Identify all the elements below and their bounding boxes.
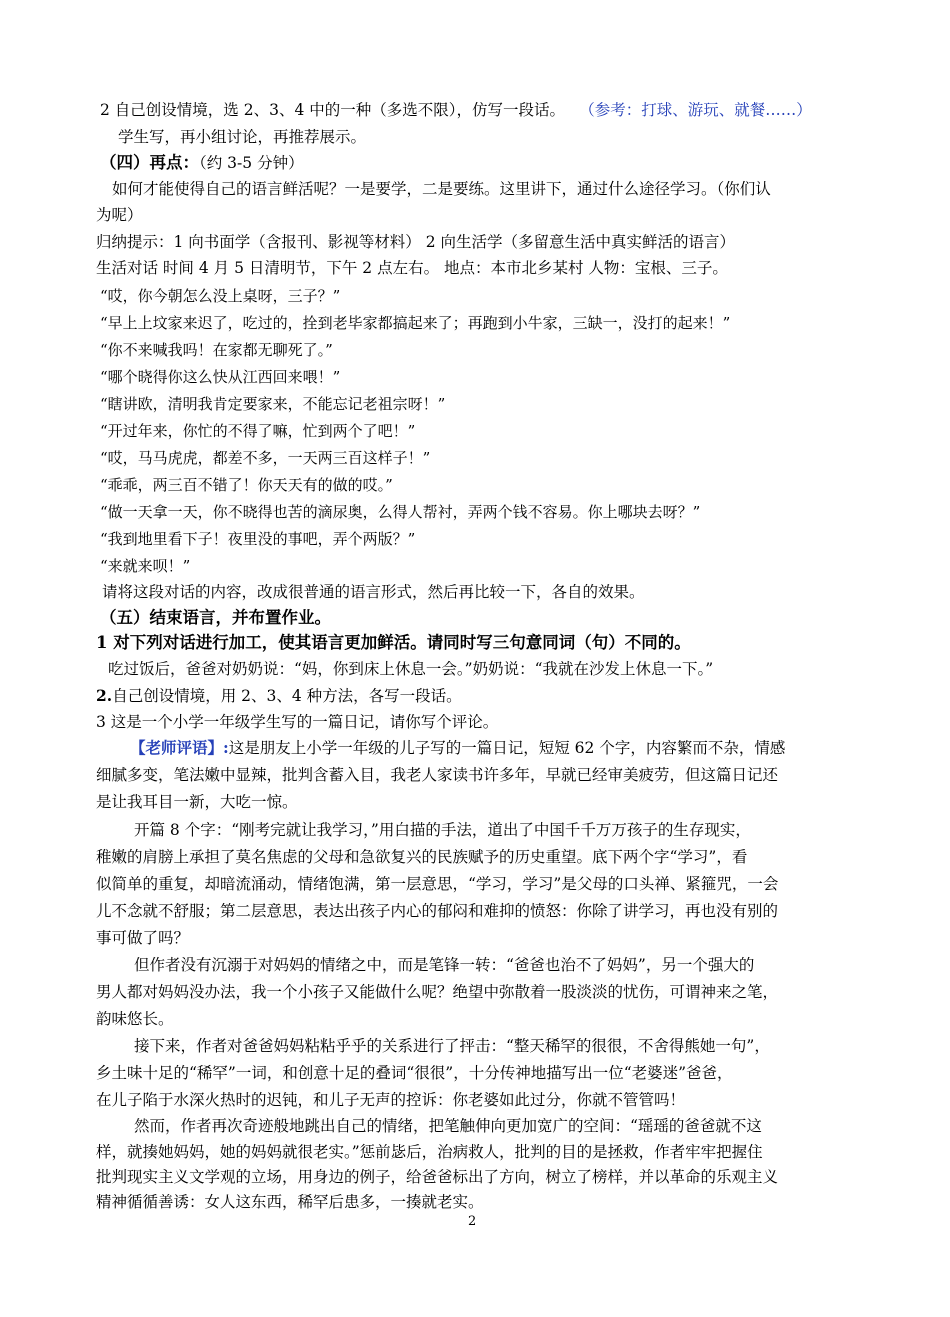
comment-text: 但作者没有沉溺于对妈妈的情绪之中，而是笔锋一转：“爸爸也治不了妈妈”，另一个强大的 <box>134 956 755 974</box>
comment-text: 样，就揍她妈妈，她的妈妈就很老实。”惩前毖后，治病救人，批判的目的是拯救，作者牢牢把握住 <box>96 1143 763 1161</box>
task-text: 2 自己创设情境，选 2、3、4 中的一种（多选不限），仿写一段话。 <box>100 101 565 119</box>
dialogue-line: “来就来呗！” <box>100 557 191 575</box>
comment-text: 稚嫩的肩膀上承担了莫名焦虑的父母和急欲复兴的民族赋予的历史重望。底下两个字“学习”，看 <box>96 848 748 866</box>
comment-text: 细腻多变，笔法嫩中显辣，批判含蓄入目，我老人家读书许多年，早就已经审美疲劳，但这篇日记还 <box>96 766 779 784</box>
comment-text: 然而，作者再次奇迹般地跳出自己的情绪，把笔触伸向更加宽广的空间：“瑶瑶的爸爸就不这 <box>134 1117 762 1135</box>
summary-hint: 归纳提示：1 向书面学（含报刊、影视等材料） 2 向生活学（多留意生活中真实鲜活的语言） <box>96 233 736 251</box>
homework-3: 3 这是一个小学一年级学生写的一篇日记，请你写个评论。 <box>96 713 499 731</box>
section-4-heading-line <box>100 153 304 173</box>
comment-text: 精神循循善诱：女人这东西，稀罕后患多，一揍就老实。 <box>96 1193 484 1211</box>
page-number: 2 <box>468 1214 477 1229</box>
question-line-2: 为呢） <box>96 206 143 224</box>
comment-text: 接下来，作者对爸爸妈妈粘粘乎乎的关系进行了抨击：“整天稀罕的很很，不舍得熊她一句”， <box>134 1037 770 1055</box>
question-line-1: 如何才能使得自己的语言鲜活呢？一是要学，二是要练。这里讲下，通过什么途径学习。（你们认 <box>112 180 771 198</box>
comment-text: 这是朋友上小学一年级的儿子写的一篇日记，短短 62 个字，内容繁而不杂，情感 <box>228 739 786 757</box>
dialogue-line: “做一天拿一天，你不晓得也苦的滴尿奥，么得人帮衬，弄两个钱不容易。你上哪块去呀？” <box>100 503 701 521</box>
homework-1: 1 对下列对话进行加工，使其语言更加鲜活。请同时写三句意同词（句）不同的。 <box>96 633 691 652</box>
comment-text: 儿不念就不舒服；第二层意思，表达出孩子内心的郁闷和难抑的愤怒：你除了讲学习，再也没有别的 <box>96 902 779 920</box>
dialogue-scene: 生活对话 时间 4 月 5 日清明节，下午 2 点左右。 地点：本市北乡某村 人物：宝根、三子。 <box>96 259 728 277</box>
comment-text: 批判现实主义文学观的立场，用身边的例子，给爸爸标出了方向，树立了榜样，并以革命的乐观主义 <box>96 1168 779 1186</box>
homework-1-example: 吃过饭后，爸爸对奶奶说：“妈，你到床上休息一会。”奶奶说：“我就在沙发上休息一下。” <box>108 660 714 678</box>
comment-text: 男人都对妈妈没办法，我一个小孩子又能做什么呢？绝望中弥散着一股淡淡的忧伤，可谓神来之笔， <box>96 983 779 1001</box>
section-4-time: （约 3-5 分钟） <box>199 154 304 172</box>
section-5-heading: （五）结束语言，并布置作业。 <box>100 608 331 627</box>
homework-2: 自己创设情境，用 2、3、4 种方法，各写一段话。 <box>112 687 462 705</box>
dialogue-line: “哎，你今朝怎么没上桌呀，三子？” <box>100 287 341 305</box>
student-activity: 学生写，再小组讨论，再推荐展示。 <box>118 128 367 146</box>
section-4-heading: （四）再点： <box>100 153 199 172</box>
comment-text: 乡土味十足的“稀罕”一词，和创意十足的叠词“很很”，十分传神地描写出一位“老婆迷”爸爸， <box>96 1064 733 1082</box>
comment-text: 在儿子陷于水深火热时的迟钝，和儿子无声的控诉：你老婆如此过分，你就不管管吗！ <box>96 1091 686 1109</box>
teacher-comment-label: 【老师评语】: <box>130 738 229 757</box>
comment-text: 似简单的重复，却暗流涌动，情绪饱满，第一层意思，“学习，学习”是父母的口头禅、紧箍咒，一会 <box>96 875 779 893</box>
dialogue-line: “你不来喊我吗！在家都无聊死了。” <box>100 341 333 359</box>
rewrite-instruction: 请将这段对话的内容，改成很普通的语言形式，然后再比较一下，各自的效果。 <box>102 583 645 601</box>
comment-text: 韵味悠长。 <box>96 1010 174 1028</box>
dialogue-line: “瞎讲欧，清明我肯定要家来，不能忘记老祖宗呀！” <box>100 395 446 413</box>
teacher-comment-first-line <box>130 738 785 758</box>
dialogue-line: “哪个晓得你这么快从江西回来喂！” <box>100 368 341 386</box>
dialogue-line: “我到地里看下子！夜里没的事吧，弄个两版？” <box>100 530 416 548</box>
dialogue-line: “乖乖，两三百不错了！你天天有的做的哎。” <box>100 476 393 494</box>
dialogue-line: “开过年来，你忙的不得了嘛，忙到两个了吧！” <box>100 422 416 440</box>
dialogue-line: “早上上坟家来迟了，吃过的，拴到老毕家都搞起来了；再跑到小牛家，三缺一，没打的起来！” <box>100 314 731 332</box>
comment-text: 事可做了吗？ <box>96 929 190 947</box>
homework-2-line <box>96 686 462 706</box>
dialogue-line: “哎，马马虎虎，都差不多，一天两三百这样子！” <box>100 449 431 467</box>
reference-note: （参考：打球、游玩、就餐……） <box>586 101 812 119</box>
homework-2-number: 2. <box>96 686 113 705</box>
comment-text: 是让我耳目一新，大吃一惊。 <box>96 793 298 811</box>
task-line-1 <box>100 100 812 120</box>
comment-text: 开篇 8 个字：“刚考完就让我学习，”用白描的手法，道出了中国千千万万孩子的生存现实， <box>134 821 751 839</box>
